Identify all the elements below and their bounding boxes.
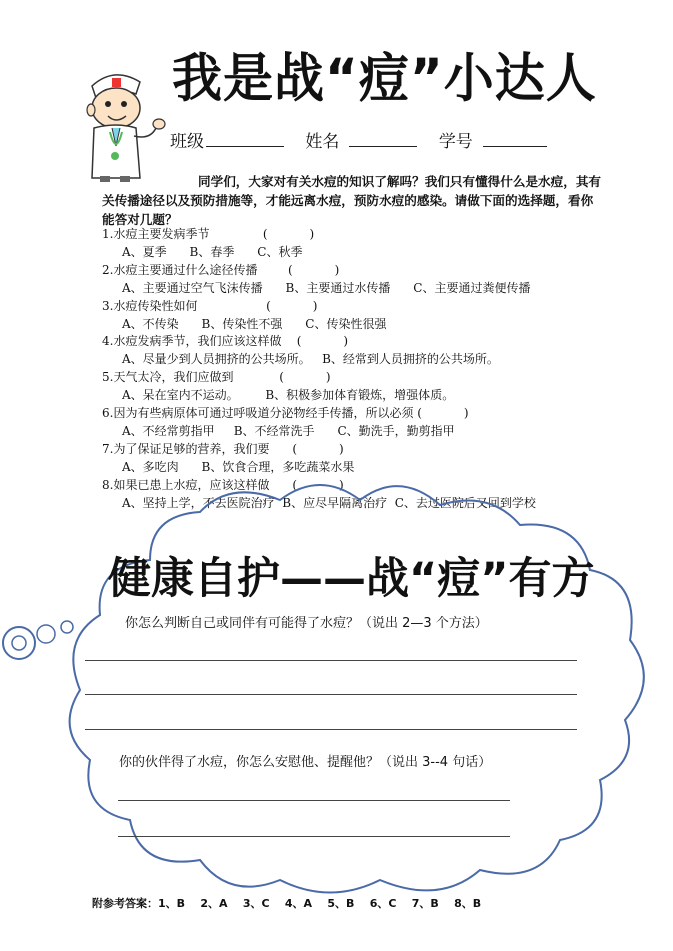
worksheet-title: 我是战“痘”小达人 (172, 47, 597, 109)
options-6: A、不经常剪指甲 B、不经常洗手 C、勤洗手，勤剪指甲 (122, 423, 455, 438)
answer-line-5[interactable] (118, 836, 510, 837)
options-3: A、不传染 B、传染性不强 C、传染性很强 (122, 316, 387, 331)
class-blank[interactable] (206, 131, 284, 147)
question-3: 3.水痘传染性如何 ( ) (102, 298, 318, 313)
question-6: 6.因为有些病原体可通过呼吸道分泌物经手传播，所以必须 ( ) (102, 406, 469, 421)
answer-line-4[interactable] (118, 800, 510, 801)
options-2: A、主要通过空气飞沫传播 B、主要通过水传播 C、主要通过粪便传播 (122, 280, 531, 295)
question-8: 8.如果已患上水痘，应该这样做 ( ) (102, 477, 344, 492)
class-label: 班级 (170, 132, 204, 152)
prompt-2: 你的伙伴得了水痘，你怎么安慰他、提醒他？（说出 3--4 句话） (119, 755, 492, 770)
options-5: A、呆在室内不运动。 B、积极参加体育锻炼，增强体质。 (122, 388, 455, 403)
question-5: 5.天气太冷，我们应做到 ( ) (102, 370, 331, 385)
reference-answers: 附参考答案：1、B 2、A 3、C 4、A 5、B 6、C 7、B 8、B (92, 897, 482, 910)
answer-line-1[interactable] (85, 660, 577, 661)
section2-heading: 健康自护——战“痘”有方 (108, 554, 595, 604)
options-1: A、夏季 B、春季 C、秋季 (122, 244, 303, 259)
question-4: 4.水痘发病季节，我们应该这样做 ( ) (102, 334, 349, 349)
prompt-1: 你怎么判断自己或同伴有可能得了水痘？（说出 2—3 个方法） (125, 616, 488, 631)
question-7: 7.为了保证足够的营养，我们要 ( ) (102, 441, 344, 456)
question-1: 1.水痘主要发病季节 ( ) (102, 227, 315, 241)
name-blank[interactable] (349, 131, 417, 147)
question-2: 2.水痘主要通过什么途径传播 ( ) (102, 262, 340, 277)
intro-paragraph: 同学们，大家对有关水痘的知识了解吗？我们只有懂得什么是水痘，其有关传播途径以及预防措施等，才能远离水痘，预防水痘的感染。请做下面的选择题，看你能答对几题？ (102, 174, 601, 227)
student-info-row (170, 127, 563, 152)
answer-line-2[interactable] (85, 694, 577, 695)
options-8: A、坚持上学，不去医院治疗 B、应尽早隔离治疗 C、去过医院后又回到学校 (122, 495, 536, 510)
doctor-cartoon-icon (74, 66, 170, 184)
id-blank[interactable] (483, 131, 547, 147)
name-label: 姓名 (305, 132, 340, 152)
id-label: 学号 (438, 132, 473, 152)
options-7: A、多吃肉 B、饮食合理，多吃蔬菜水果 (122, 459, 355, 474)
options-4: A、尽量少到人员拥挤的公共场所。 B、经常到人员拥挤的公共场所。 (122, 352, 499, 367)
answer-line-3[interactable] (85, 729, 577, 730)
quiz-list (102, 226, 622, 513)
